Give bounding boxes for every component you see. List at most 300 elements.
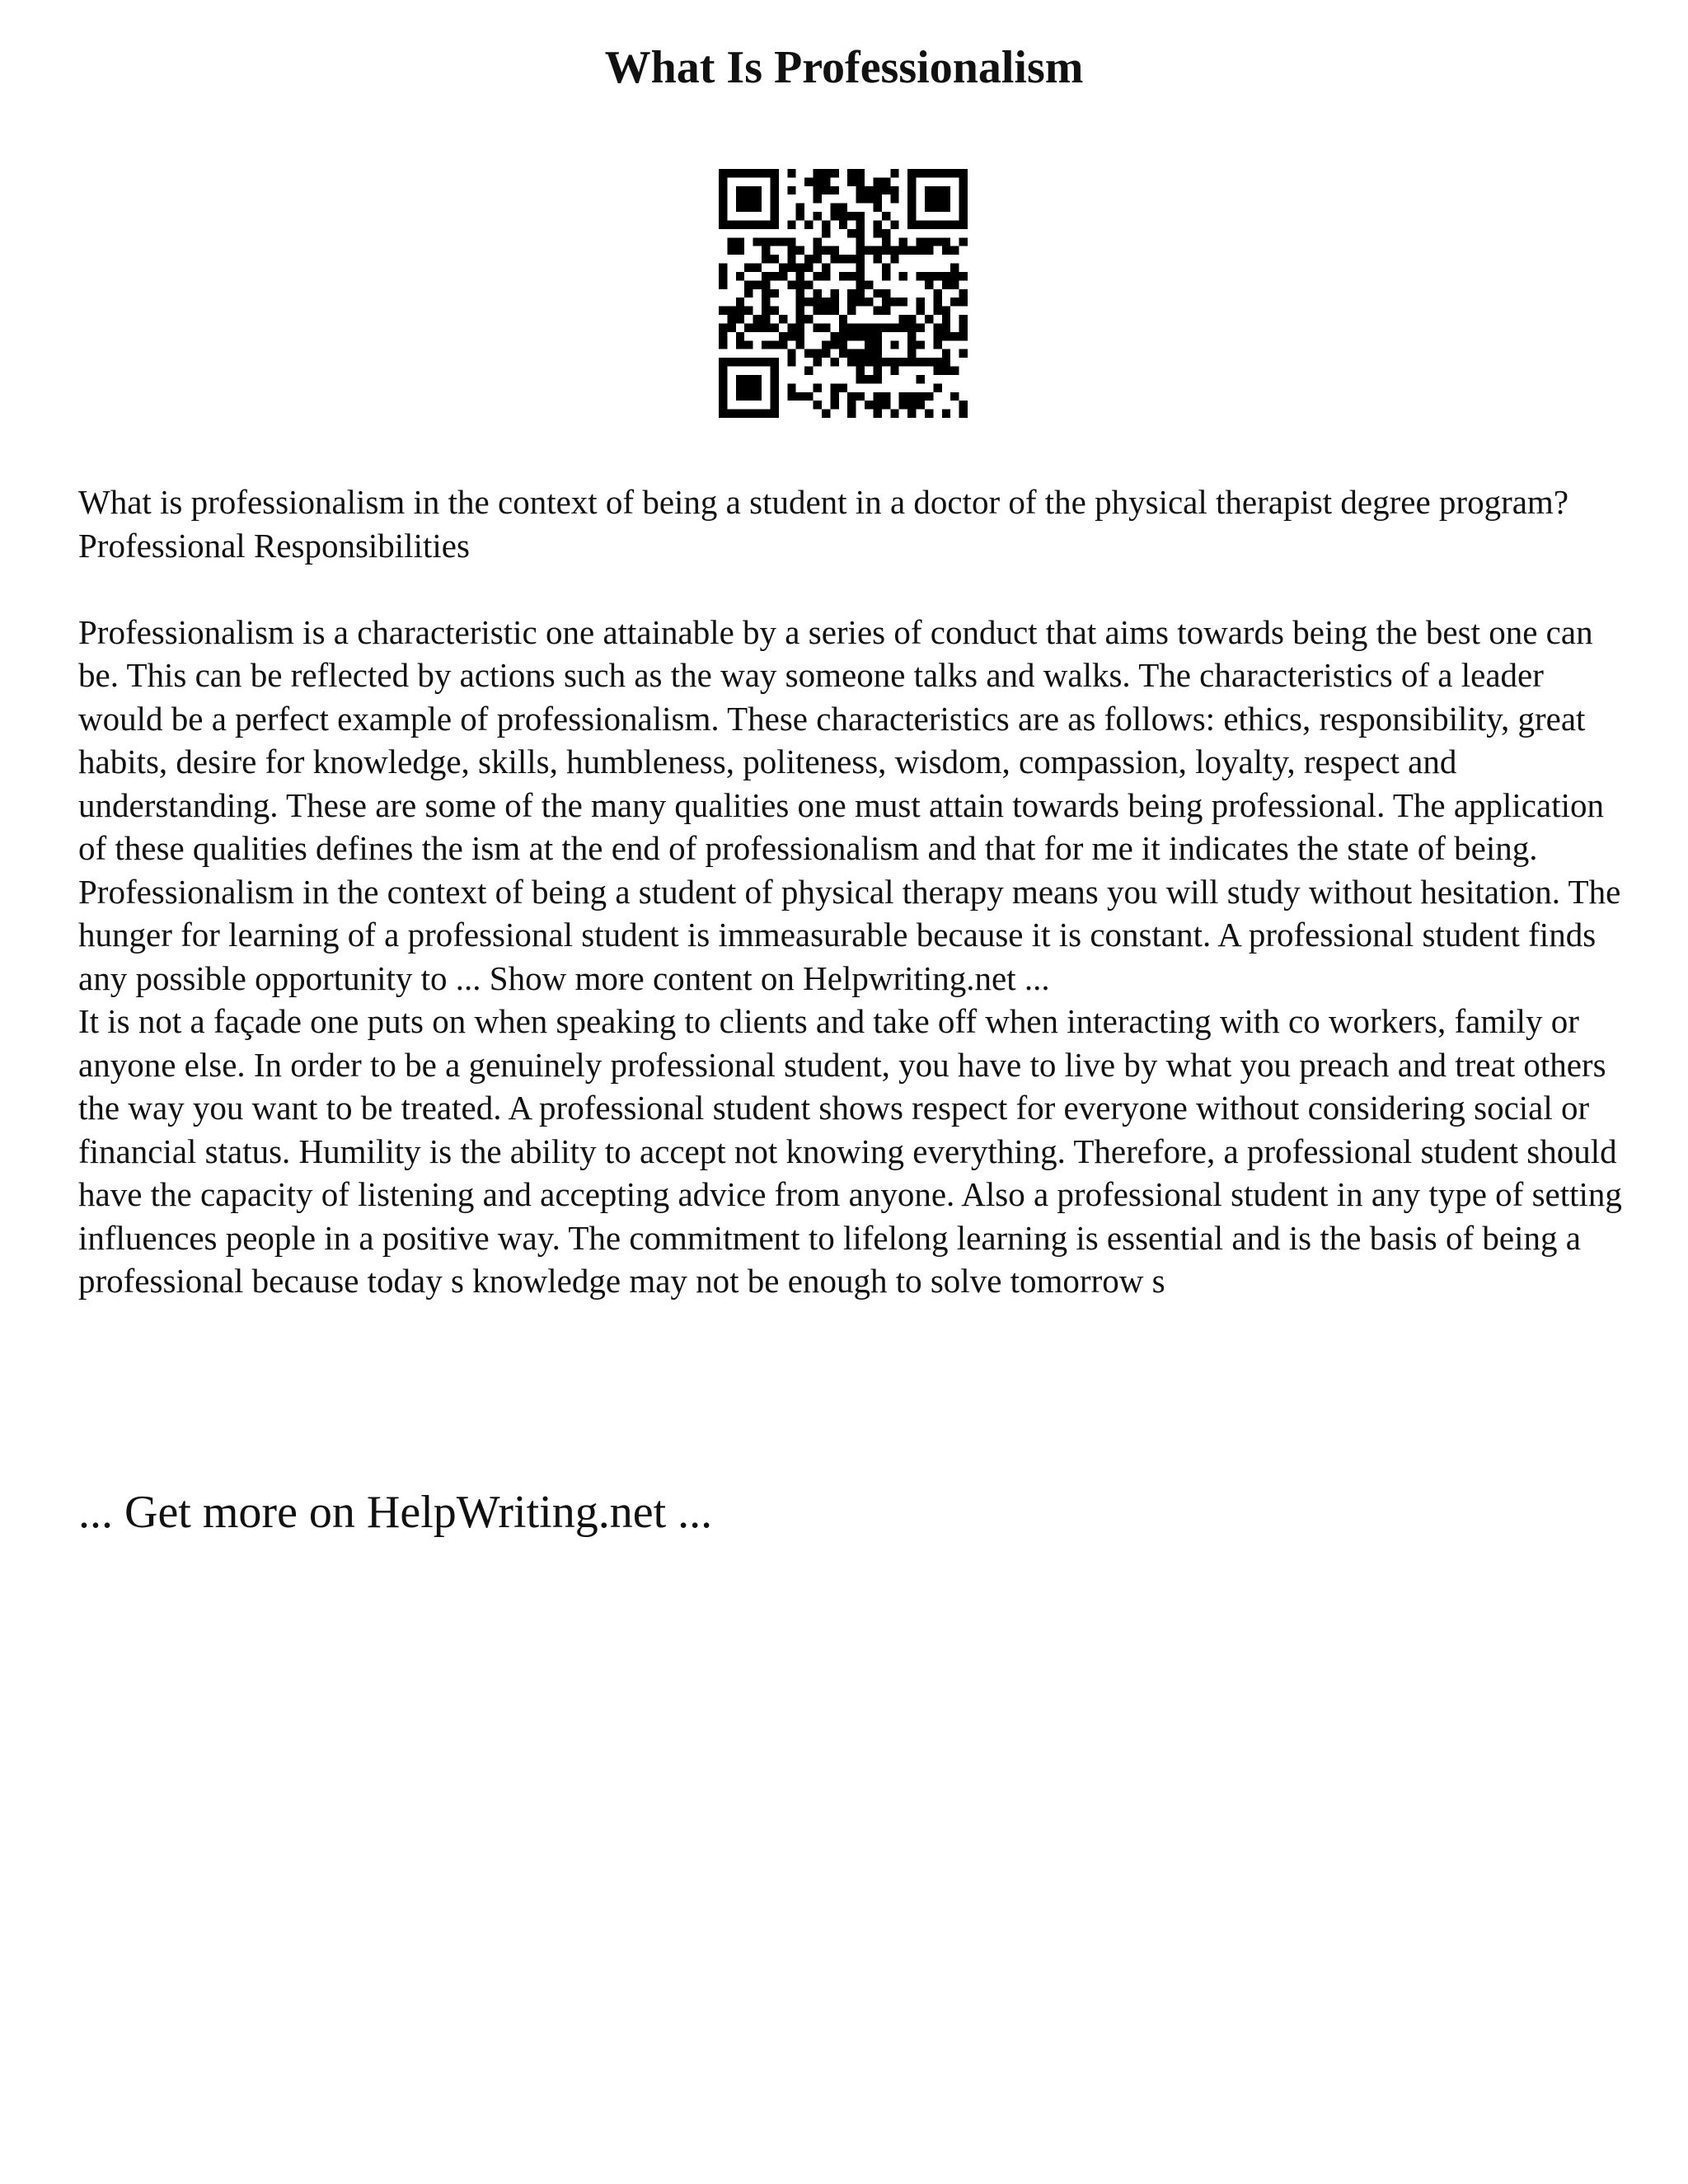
qr-module	[796, 392, 804, 401]
qr-module	[770, 186, 778, 194]
qr-module	[917, 375, 925, 383]
qr-module	[890, 410, 898, 418]
qr-module	[907, 410, 916, 418]
qr-module	[933, 220, 941, 228]
qr-module	[950, 367, 959, 375]
qr-module	[736, 220, 744, 228]
qr-module	[753, 169, 762, 177]
qr-module	[770, 307, 778, 315]
qr-module	[933, 307, 941, 315]
qr-module	[822, 340, 830, 349]
qr-module	[847, 212, 856, 220]
qr-module	[925, 280, 933, 288]
qr-module	[744, 383, 753, 391]
qr-module	[762, 315, 770, 323]
qr-module	[719, 307, 727, 315]
qr-module	[762, 410, 770, 418]
qr-module	[907, 204, 916, 212]
qr-module	[959, 289, 968, 298]
qr-module	[907, 220, 916, 228]
paragraph-1: Professionalism is a characteristic one attainable by a series of conduct that aims towards being the best one can be. This can be reflected by actions such as the way someone talks and walks. The characteristics of a leader would be a perfect example of professionalism. These characteristics are as follows: ethics, responsibility, great habits, desire for knowledge, skills, humbleness, politeness, wisdom, compassion, loyalty, respect and understanding. These are some of the many qualities one must attain towards being professional. The application of these qualities defines the ism at the end of professionalism and that for me it indicates the state of being.	[78, 612, 1604, 867]
qr-module	[917, 340, 925, 349]
qr-module	[736, 307, 744, 315]
qr-module	[959, 272, 968, 280]
qr-module	[873, 375, 881, 383]
qr-module	[796, 272, 804, 280]
qr-module	[847, 410, 856, 418]
qr-module	[865, 349, 873, 358]
qr-module	[719, 272, 727, 280]
qr-module	[744, 264, 753, 272]
qr-module	[942, 237, 950, 246]
qr-module	[736, 358, 744, 366]
qr-module	[873, 307, 881, 315]
qr-module	[719, 383, 727, 391]
qr-module	[744, 204, 753, 212]
qr-module	[950, 220, 959, 228]
qr-module	[950, 280, 959, 288]
qr-module	[917, 358, 925, 366]
qr-module	[882, 392, 890, 401]
qr-module	[882, 358, 890, 366]
qr-module	[753, 410, 762, 418]
qr-module	[796, 332, 804, 340]
qr-module	[856, 220, 865, 228]
qr-module	[899, 323, 907, 331]
qr-module	[917, 392, 925, 401]
qr-module	[890, 340, 898, 349]
qr-module	[933, 323, 941, 331]
qr-module	[890, 186, 898, 194]
qr-module	[847, 229, 856, 237]
qr-module	[736, 194, 744, 203]
qr-module	[770, 204, 778, 212]
qr-module	[907, 340, 916, 349]
qr-module	[856, 367, 865, 375]
qr-module	[907, 194, 916, 203]
qr-module	[822, 169, 830, 177]
qr-module	[865, 358, 873, 366]
qr-module	[762, 272, 770, 280]
qr-code-icon	[719, 169, 968, 418]
qr-module	[727, 246, 735, 255]
qr-module	[907, 169, 916, 177]
qr-module	[804, 264, 813, 272]
qr-module	[942, 358, 950, 366]
qr-module	[814, 358, 822, 366]
qr-module	[822, 307, 830, 315]
qr-module	[917, 307, 925, 315]
qr-module	[814, 272, 822, 280]
qr-module	[727, 220, 735, 228]
qr-module	[804, 177, 813, 185]
qr-module	[787, 246, 795, 255]
qr-module	[856, 375, 865, 383]
qr-module	[942, 280, 950, 288]
qr-module	[744, 410, 753, 418]
qr-module	[856, 229, 865, 237]
article-body	[78, 480, 1628, 1303]
qr-module	[736, 246, 744, 255]
qr-module	[925, 246, 933, 255]
qr-module	[890, 358, 898, 366]
qr-module	[899, 315, 907, 323]
qr-module	[822, 264, 830, 272]
qr-module	[787, 169, 795, 177]
qr-module	[856, 280, 865, 288]
qr-module	[787, 280, 795, 288]
qr-module	[847, 169, 856, 177]
spacer	[78, 567, 1628, 611]
qr-module	[770, 375, 778, 383]
qr-module	[830, 340, 838, 349]
qr-module	[770, 237, 778, 246]
qr-module	[814, 323, 822, 331]
qr-module	[873, 229, 881, 237]
qr-module	[814, 298, 822, 306]
qr-module	[847, 298, 856, 306]
qr-module	[865, 340, 873, 349]
qr-module	[814, 307, 822, 315]
qr-module	[856, 349, 865, 358]
qr-module	[770, 367, 778, 375]
qr-module	[787, 349, 795, 358]
qr-module	[899, 358, 907, 366]
qr-module	[856, 194, 865, 203]
qr-module	[865, 375, 873, 383]
qr-module	[770, 410, 778, 418]
qr-module	[719, 332, 727, 340]
qr-module	[925, 315, 933, 323]
qr-module	[933, 298, 941, 306]
qr-module	[719, 401, 727, 409]
qr-module	[779, 340, 787, 349]
qr-module	[753, 204, 762, 212]
qr-module	[933, 289, 941, 298]
qr-module	[856, 323, 865, 331]
qr-module	[959, 204, 968, 212]
qr-module	[744, 358, 753, 366]
qr-module	[822, 323, 830, 331]
qr-module	[744, 375, 753, 383]
qr-module	[753, 280, 762, 288]
qr-module	[865, 186, 873, 194]
qr-module	[959, 212, 968, 220]
qr-module	[839, 220, 847, 228]
subheading: Professional Responsibilities	[78, 526, 470, 565]
qr-module	[727, 358, 735, 366]
qr-module	[925, 358, 933, 366]
qr-module	[830, 255, 838, 263]
qr-module	[770, 383, 778, 391]
qr-module	[873, 220, 881, 228]
paragraph-2: Professionalism in the context of being a student of physical therapy means you will study without hesitation. The hunger for learning of a professional student is immeasurable because it is constant. A professional student finds any possible opportunity to ... Show more content on Helpwriting.net ...	[78, 872, 1621, 997]
qr-module	[933, 194, 941, 203]
qr-module	[847, 358, 856, 366]
qr-module	[925, 410, 933, 418]
qr-module	[736, 237, 744, 246]
qr-module	[925, 186, 933, 194]
qr-module	[933, 367, 941, 375]
qr-module	[899, 246, 907, 255]
qr-module	[865, 323, 873, 331]
qr-module	[753, 323, 762, 331]
qr-module	[787, 264, 795, 272]
qr-module	[719, 177, 727, 185]
qr-module	[899, 237, 907, 246]
qr-module	[814, 177, 822, 185]
qr-module	[882, 177, 890, 185]
qr-module	[847, 332, 856, 340]
qr-module	[950, 272, 959, 280]
qr-module	[839, 204, 847, 212]
qr-module	[804, 255, 813, 263]
qr-module	[762, 289, 770, 298]
qr-module	[814, 401, 822, 409]
qr-module	[950, 246, 959, 255]
qr-module	[839, 255, 847, 263]
qr-module	[770, 220, 778, 228]
qr-module	[959, 237, 968, 246]
qr-module	[856, 255, 865, 263]
qr-module	[796, 289, 804, 298]
qr-module	[925, 392, 933, 401]
qr-module	[727, 315, 735, 323]
qr-module	[942, 169, 950, 177]
qr-module	[770, 169, 778, 177]
qr-module	[839, 332, 847, 340]
qr-module	[770, 255, 778, 263]
qr-module	[753, 220, 762, 228]
qr-module	[856, 289, 865, 298]
qr-module	[865, 280, 873, 288]
qr-module	[933, 186, 941, 194]
qr-module	[830, 298, 838, 306]
qr-module	[814, 349, 822, 358]
qr-module	[942, 332, 950, 340]
qr-module	[873, 255, 881, 263]
qr-module	[907, 392, 916, 401]
qr-module	[873, 340, 881, 349]
qr-module	[822, 272, 830, 280]
qr-module	[882, 272, 890, 280]
qr-module	[907, 177, 916, 185]
qr-module	[727, 307, 735, 315]
qr-module	[899, 272, 907, 280]
qr-module	[814, 237, 822, 246]
qr-module	[959, 410, 968, 418]
qr-module	[804, 220, 813, 228]
qr-module	[830, 169, 838, 177]
qr-module	[890, 255, 898, 263]
qr-module	[839, 340, 847, 349]
qr-module	[753, 194, 762, 203]
qr-module	[762, 340, 770, 349]
qr-module	[719, 392, 727, 401]
qr-module	[856, 358, 865, 366]
qr-module	[873, 194, 881, 203]
qr-module	[719, 280, 727, 288]
qr-module	[882, 323, 890, 331]
qr-module	[847, 272, 856, 280]
qr-module	[727, 169, 735, 177]
qr-module	[882, 307, 890, 315]
qr-module	[882, 212, 890, 220]
qr-module	[779, 272, 787, 280]
qr-module	[744, 220, 753, 228]
qr-module	[942, 194, 950, 203]
qr-module	[753, 383, 762, 391]
qr-module	[770, 392, 778, 401]
qr-module	[796, 323, 804, 331]
qr-module	[959, 186, 968, 194]
qr-module	[744, 340, 753, 349]
qr-module	[787, 383, 795, 391]
qr-module	[865, 194, 873, 203]
qr-module	[822, 186, 830, 194]
qr-module	[959, 194, 968, 203]
qr-module	[719, 212, 727, 220]
qr-module	[804, 315, 813, 323]
qr-module	[873, 177, 881, 185]
qr-module	[839, 315, 847, 323]
get-more-link[interactable]: ... Get more on HelpWriting.net ...	[78, 1487, 713, 1538]
qr-module	[770, 401, 778, 409]
qr-module	[804, 367, 813, 375]
qr-module	[770, 358, 778, 366]
qr-module	[719, 323, 727, 331]
qr-module	[770, 194, 778, 203]
qr-module	[933, 169, 941, 177]
qr-module	[890, 169, 898, 177]
qr-module	[925, 220, 933, 228]
qr-module	[925, 169, 933, 177]
qr-module	[873, 289, 881, 298]
qr-module	[890, 194, 898, 203]
qr-module	[753, 315, 762, 323]
qr-module	[890, 298, 898, 306]
qr-module	[762, 307, 770, 315]
qr-module	[959, 177, 968, 185]
qr-module	[865, 332, 873, 340]
qr-module	[847, 177, 856, 185]
qr-module	[796, 340, 804, 349]
qr-module	[787, 220, 795, 228]
qr-module	[822, 177, 830, 185]
qr-module	[753, 375, 762, 383]
qr-module	[814, 212, 822, 220]
qr-module	[933, 237, 941, 246]
qr-module	[933, 332, 941, 340]
qr-module	[719, 358, 727, 366]
qr-module	[847, 349, 856, 358]
qr-module	[727, 237, 735, 246]
qr-module	[907, 246, 916, 255]
qr-module	[736, 332, 744, 340]
qr-module	[779, 315, 787, 323]
qr-module	[719, 169, 727, 177]
qr-module	[839, 212, 847, 220]
qr-module	[959, 169, 968, 177]
qr-module	[942, 186, 950, 194]
qr-module	[917, 169, 925, 177]
qr-module	[744, 194, 753, 203]
qr-module	[744, 289, 753, 298]
qr-module	[736, 392, 744, 401]
qr-module	[822, 246, 830, 255]
qr-module	[779, 237, 787, 246]
qr-module	[719, 194, 727, 203]
page-title: What Is Professionalism	[604, 42, 1084, 93]
qr-module	[762, 358, 770, 366]
qr-module	[907, 186, 916, 194]
qr-module	[822, 298, 830, 306]
qr-module	[779, 264, 787, 272]
qr-module	[719, 375, 727, 383]
qr-module	[804, 298, 813, 306]
qr-module	[925, 204, 933, 212]
qr-module	[762, 237, 770, 246]
qr-module	[719, 410, 727, 418]
qr-module	[770, 323, 778, 331]
qr-module	[865, 401, 873, 409]
qr-module	[917, 237, 925, 246]
qr-module	[770, 289, 778, 298]
qr-module	[736, 383, 744, 391]
qr-module	[856, 246, 865, 255]
qr-module	[942, 410, 950, 418]
qr-module	[814, 255, 822, 263]
qr-module	[762, 220, 770, 228]
qr-module	[814, 186, 822, 194]
qr-module	[959, 315, 968, 323]
qr-module	[942, 349, 950, 358]
qr-module	[925, 237, 933, 246]
qr-module	[753, 392, 762, 401]
qr-module	[770, 177, 778, 185]
qr-module	[839, 349, 847, 358]
qr-module	[736, 298, 744, 306]
qr-module	[762, 298, 770, 306]
qr-module	[856, 272, 865, 280]
qr-module	[917, 272, 925, 280]
qr-module	[959, 401, 968, 409]
qr-module	[770, 272, 778, 280]
qr-module	[839, 323, 847, 331]
qr-module	[796, 246, 804, 255]
qr-module	[847, 323, 856, 331]
qr-module	[736, 169, 744, 177]
qr-module	[762, 246, 770, 255]
qr-module	[959, 298, 968, 306]
qr-module	[787, 392, 795, 401]
qr-module	[787, 358, 795, 366]
qr-module	[907, 323, 916, 331]
qr-module	[899, 392, 907, 401]
qr-module	[873, 204, 881, 212]
qr-module	[942, 220, 950, 228]
qr-module	[950, 298, 959, 306]
qr-module	[907, 349, 916, 358]
qr-module	[917, 246, 925, 255]
qr-module	[925, 194, 933, 203]
qr-module	[942, 323, 950, 331]
qr-module	[907, 315, 916, 323]
qr-module	[814, 169, 822, 177]
qr-module	[942, 315, 950, 323]
qr-module	[933, 358, 941, 366]
qr-module	[959, 220, 968, 228]
